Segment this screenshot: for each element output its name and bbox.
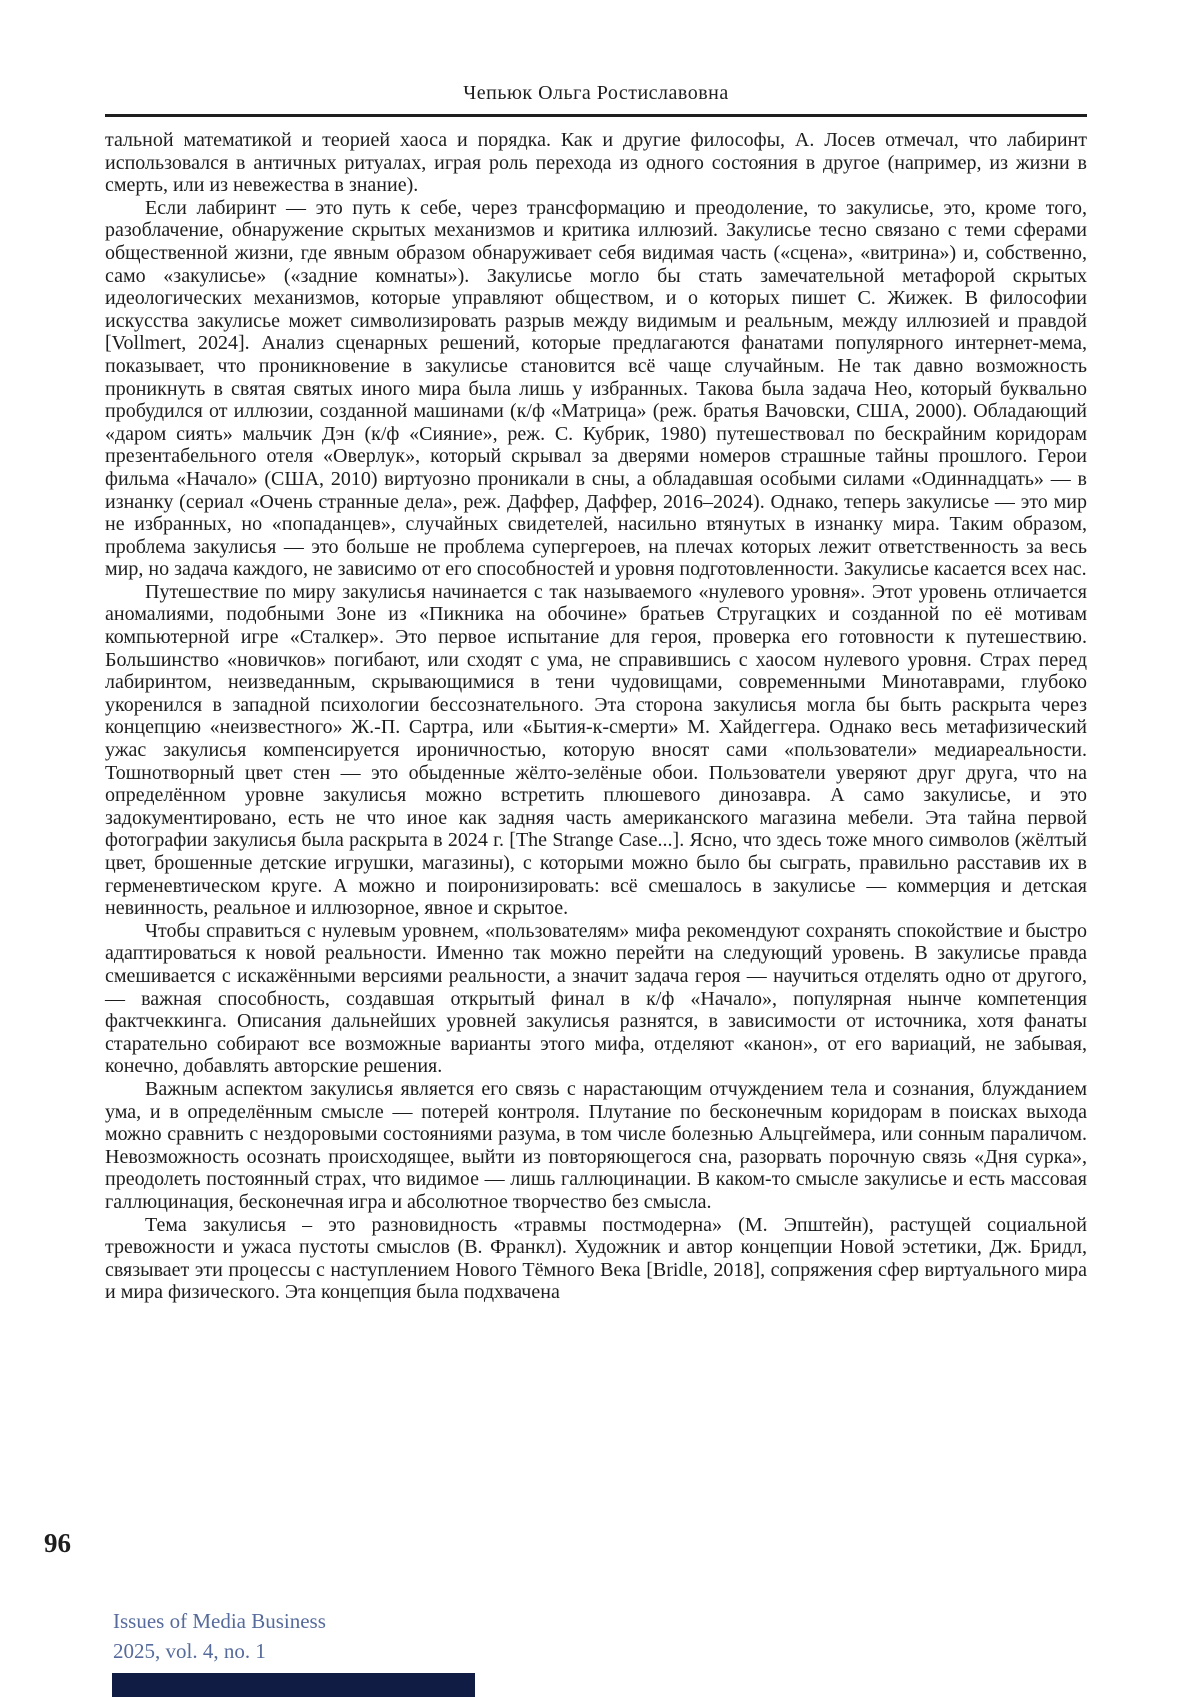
running-head-author: Чепьюк Ольга Ростиславовна [463, 82, 729, 104]
paragraph: Чтобы справиться с нулевым уровнем, «пользователям» мифа рекомендуют сохранять спокойствие и быстро адаптироваться к новой реальности. Именно так можно перейти на следующий уровень. В закулисье правда смешивается с искажёнными версиями реальности, а значит задача героя — научиться отделять одно от другого, — важная способность, создавшая открытый финал в к/ф «Начало», популярная нынче компетенция фактчеккинга. Описания дальнейших уровней закулисья разнятся, в зависимости от источника, хотя фанаты старательно собирают все возможные варианты этого мифа, отделяют «канон», от его вариаций, не забывая, конечно, добавлять авторские решения. [105, 919, 1087, 1078]
journal-footer [113, 1606, 326, 1666]
article-body [105, 129, 1087, 1304]
footer-issue-info: 2025, vol. 4, no. 1 [113, 1639, 266, 1663]
paragraph: Путешествие по миру закулисья начинается с так называемого «нулевого уровня». Этот уровень отличается аномалиями, подобными Зоне из «Пикника на обочине» братьев Стругацких и созданной по её мотивам компьютерной игре «Сталкер». Это первое испытание для героя, проверка его готовности к путешествию. Большинство «новичков» погибают, или сходят с ума, не справившись с хаосом нулевого уровня. Страх перед лабиринтом, неизведанным, скрывающимися в тени чудовищами, современными Минотаврами, глубоко укоренился в западной психологии бессознательного. Эта сторона закулисья могла бы быть раскрыта через концепцию «неизвестного» Ж.-П. Сартра, или «Бытия-к-смерти» М. Хайдеггера. Однако весь метафизический ужас закулисья компенсируется ироничностью, которую вносят сами «пользователи» медиареальности. Тошнотворный цвет стен — это обыденные жёлто-зелёные обои. Пользователи уверяют друг друга, что на определённом уровне закулисья можно встретить плюшевого динозавра. А само закулисье, и это задокументировано, есть не что иное как задняя часть американского магазина мебели. Эта тайна первой фотографии закулисья была раскрыта в 2024 г. [The Strange Case...]. Ясно, что здесь тоже много символов (жёлтый цвет, брошенные детские игрушки, магазины), с которыми можно было бы сыграть, правильно расставив их в герменевтическом круге. А можно и поиронизировать: всё смешалось в закулисье — коммерция и детская невинность, реальное и иллюзорное, явное и скрытое. [105, 580, 1087, 920]
paragraph: тальной математикой и теорией хаоса и порядка. Как и другие философы, А. Лосев отмечал, что лабиринт использовался в античных ритуалах, играя роль перехода из одного состояния в другое (например, из жизни в смерть, или из невежества в знание). [105, 129, 1087, 197]
paragraph: Тема закулисья – это разновидность «травмы постмодерна» (М. Эпштейн), растущей социальной тревожности и ужаса пустоты смыслов (В. Франкл). Художник и автор концепции Новой эстетики, Дж. Бридл, связывает эти процессы с наступлением Нового Тёмного Века [Bridle, 2018], сопряжения сфер виртуального мира и мира физического. Эта концепция была подхвачена [105, 1213, 1087, 1304]
paragraph: Важным аспектом закулисья является его связь с нарастающим отчуждением тела и сознания, блужданием ума, и в определённым смысле — потерей контроля. Плутание по бесконечным коридорам в поисках выхода можно сравнить с нездоровыми состояниями разума, в том числе болезнью Альцгеймера, или сонным параличом. Невозможность осознать происходящее, выйти из повторяющегося сна, разорвать порочную связь «Дня сурка», преодолеть постоянный страх, что видимое — лишь галлюцинации. В каком-то смысле закулисье и есть массовая галлюцинация, бесконечная игра и абсолютное творчество без смысла. [105, 1077, 1087, 1213]
header-rule [105, 114, 1087, 117]
footer-accent-bar [112, 1673, 475, 1697]
page-number: 96 [44, 1528, 71, 1558]
footer-journal-title: Issues of Media Business [113, 1609, 326, 1633]
paragraph: Если лабиринт — это путь к себе, через трансформацию и преодоление, то закулисье, это, кроме того, разоблачение, обнаружение скрытых механизмов и критика иллюзий. Закулисье тесно связано с теми сферами общественной жизни, где явным образом обнаруживает себя видимая часть («сцена», «витрина») и, собственно, само «закулисье» («задние комнаты»). Закулисье могло бы стать замечательной метафорой скрытых идеологических механизмов, которые управляют обществом, и о которых пишет С. Жижек. В философии искусства закулисье может символизировать разрыв между видимым и реальным, между иллюзией и правдой [Vollmert, 2024]. Анализ сценарных решений, которые предлагаются фанатами популярного интернет-мема, показывает, что проникновение в закулисье становится всё чаще случайным. Не так давно возможность проникнуть в святая святых иного мира была лишь у избранных. Такова была задача Нео, который буквально пробудился от иллюзии, созданной машинами (к/ф «Матрица» (реж. братья Вачовски, США, 2000). Обладающий «даром сиять» мальчик Дэн (к/ф «Сияние», реж. С. Кубрик, 1980) путешествовал по бескрайним коридорам презентабельного отеля «Оверлук», который скрывал за дверями номеров страшные тайны прошлого. Герои фильма «Начало» (США, 2010) виртуозно проникали в сны, а обладавшая особыми силами «Одиннадцать» — в изнанку (сериал «Очень странные дела», реж. Даффер, Даффер, 2016–2024). Однако, теперь закулисье — это мир не избранных, но «попаданцев», случайных свидетелей, насильно втянутых в изнанку мира. Таким образом, проблема закулисья — это больше не проблема супергероев, на плечах которых лежит ответственность за весь мир, но задача каждого, не зависимо от его способностей и уровня подготовленности. Закулисье касается всех нас. [105, 196, 1087, 581]
